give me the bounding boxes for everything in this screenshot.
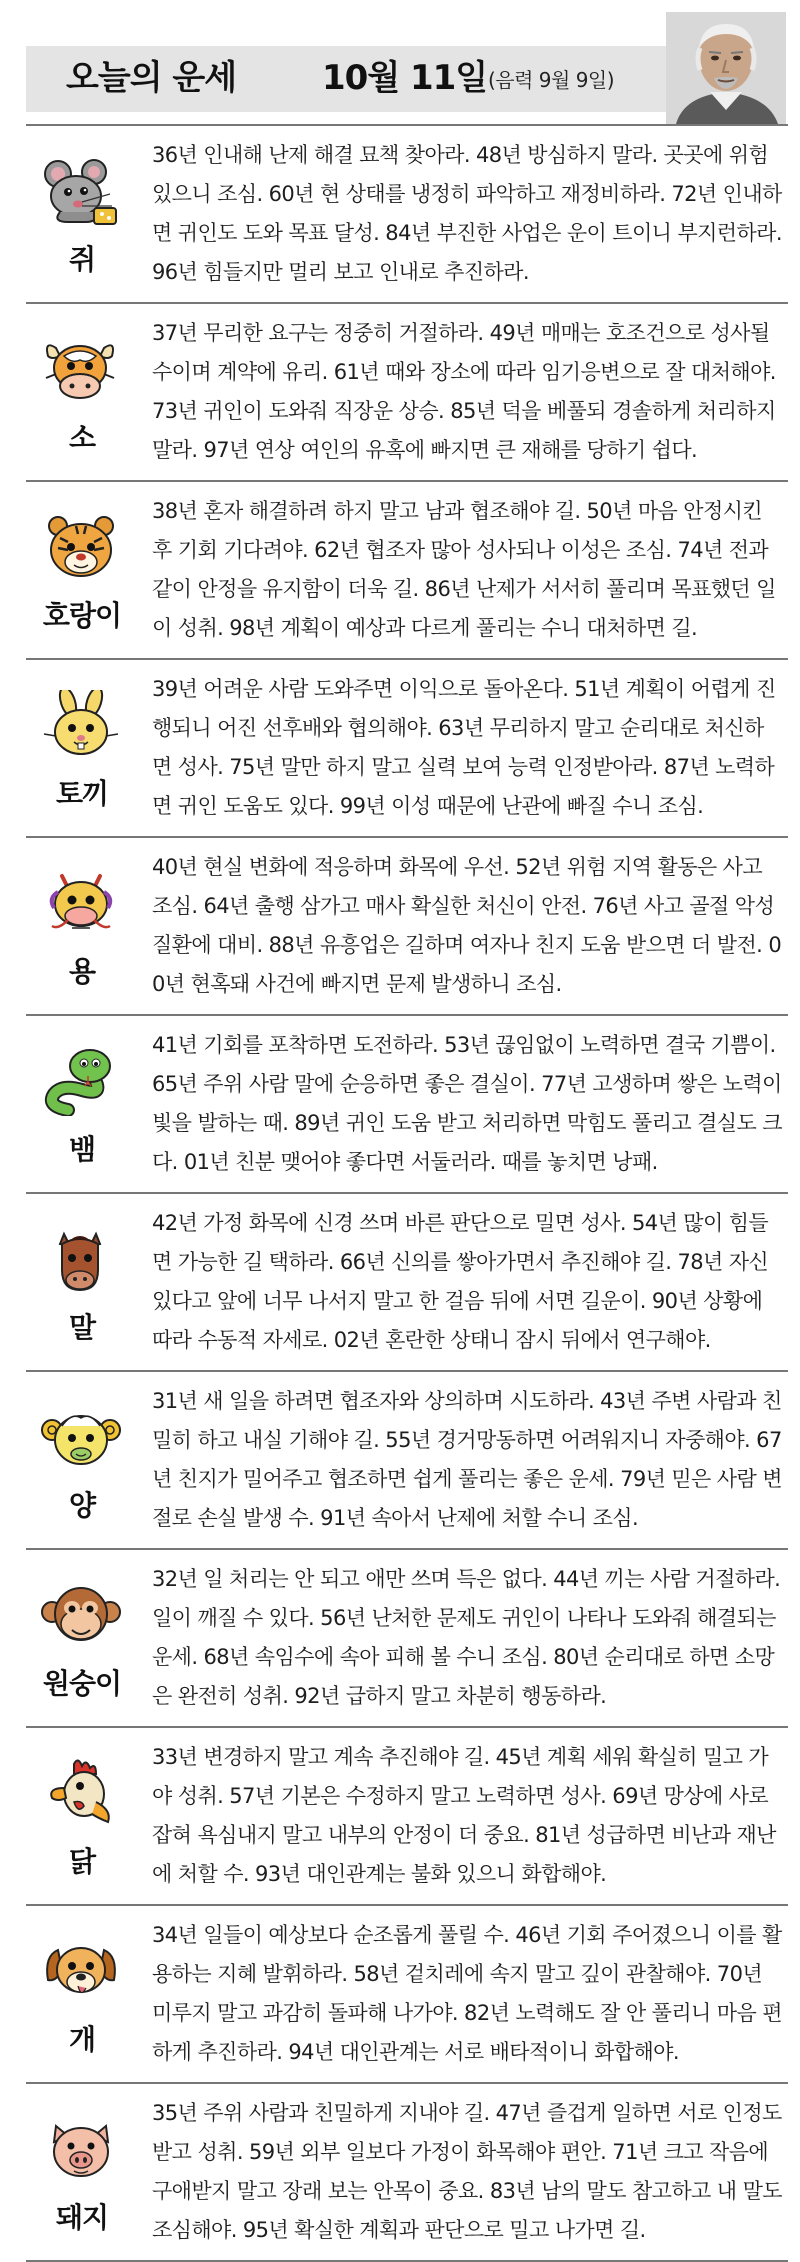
fortune-row-rat <box>26 126 788 304</box>
page-title: 오늘의 운세 <box>66 58 237 98</box>
fortune-row-sheep <box>26 1372 788 1550</box>
fortune-text: 31년 새 일을 하려면 협조자와 상의하며 시도하라. 43년 주변 사람과 친밀히 하고 내실 기해야 길. 55년 경거망동하면 어려워지니 자중해야. 67년 친지가 밀어주고 협조하면 쉽게 풀리는 좋은 운세. 79년 믿은 사람 변절로 손실 발생 수. 91년 속아서 난제에 처할 수니 조심. <box>152 1389 782 1530</box>
zodiac-sign-label: 원숭이 <box>42 1667 122 1700</box>
zodiac-sign-label: 말 <box>68 1311 96 1344</box>
horoscope-page <box>26 12 788 2262</box>
zodiac-sign-label: 돼지 <box>55 2201 109 2234</box>
fortune-text: 33년 변경하지 말고 계속 추진해야 길. 45년 계획 세워 확실히 밀고 가야 성취. 57년 기본은 수정하지 말고 노력하면 성사. 69년 망상에 사로잡혀 욕심내지 말고 내부의 안정이 더 중요. 81년 성급하면 비난과 재난에 처할 수. 93년 대인관계는 불화 있으니 화합해야. <box>152 1745 776 1886</box>
zodiac-sign-label: 개 <box>68 2023 96 2056</box>
monkey-icon <box>38 1580 124 1650</box>
zodiac-sign-label: 토끼 <box>55 777 109 810</box>
fortune-text: 41년 기회를 포착하면 도전하라. 53년 끊임없이 노력하면 결국 기쁨이. 65년 주위 사람 말에 순응하면 좋은 결실이. 77년 고생하며 쌓은 노력이 빛을 발하는 때. 89년 귀인 도움 받고 처리하면 막힘도 풀리고 결실도 크다. 01년 친분 맺어야 좋다면 서둘러라. 때를 놓치면 낭패. <box>152 1033 782 1174</box>
fortune-text: 36년 인내해 난제 해결 묘책 찾아라. 48년 방심하지 말라. 곳곳에 위험 있으니 조심. 60년 현 상태를 냉정히 파악하고 재정비하라. 72년 인내하면 귀인도 도와 목표 달성. 84년 부진한 사업은 운이 트이니 부지런하라. 96년 힘들지만 멀리 보고 인내로 추진하라. <box>152 143 782 284</box>
fortune-row-dragon <box>26 838 788 1016</box>
fortune-text: 35년 주위 사람과 친밀하게 지내야 길. 47년 즐겁게 일하면 서로 인정도 받고 성취. 59년 외부 일보다 가정이 화목해야 편안. 71년 크고 작음에 구애받지 말고 장래 보는 안목이 중요. 83년 남의 말도 참고하고 내 말도 조심해야. 95년 확실한 계획과 판단으로 밀고 나가면 길. <box>152 2101 782 2242</box>
fortune-row-ox <box>26 304 788 482</box>
fortune-row-snake <box>26 1016 788 1194</box>
fortune-text: 39년 어려운 사람 도와주면 이익으로 돌아온다. 51년 계획이 어렵게 진행되니 어진 선후배와 협의해야. 63년 무리하지 말고 순리대로 처신하면 성사. 75년 말만 하지 말고 실력 보여 능력 인정받아라. 87년 노력하면 귀인 도움도 있다. 99년 이성 때문에 난관에 빠질 수니 조심. <box>152 677 776 818</box>
rat-icon <box>38 156 124 226</box>
pig-icon <box>38 2114 124 2184</box>
zodiac-sign-label: 용 <box>68 955 96 988</box>
zodiac-sign-label: 양 <box>68 1489 96 1522</box>
fortune-row-tiger <box>26 482 788 660</box>
fortune-row-pig <box>26 2084 788 2262</box>
tiger-icon <box>38 512 124 582</box>
fortune-text: 32년 일 처리는 안 되고 애만 쓰며 득은 없다. 44년 끼는 사람 거절하라. 일이 깨질 수 있다. 56년 난처한 문제도 귀인이 나타나 도와줘 해결되는 운세. 68년 속임수에 속아 피해 볼 수니 조심. 80년 순리대로 하면 소망은 완전히 성취. 92년 급하지 말고 차분히 행동하라. <box>152 1567 781 1708</box>
fortune-text: 40년 현실 변화에 적응하며 화목에 우선. 52년 위험 지역 활동은 사고 조심. 64년 출행 삼가고 매사 확실한 처신이 안전. 76년 사고 골절 악성질환에 대비. 88년 유흥업은 길하며 여자나 친지 도움 받으면 더 발전. 00년 현혹돼 사건에 빠지면 문제 발생하니 조심. <box>152 855 782 996</box>
snake-icon <box>38 1046 124 1116</box>
ox-icon <box>38 334 124 404</box>
date-label: 10월 11일 <box>322 58 488 98</box>
zodiac-sign-label: 쥐 <box>68 243 96 276</box>
dog-icon <box>38 1936 124 2006</box>
rabbit-icon <box>38 690 124 760</box>
fortune-text: 38년 혼자 해결하려 하지 말고 남과 협조해야 길. 50년 마음 안정시킨 후 기회 기다려야. 62년 협조자 많아 성사되나 이성은 조심. 74년 전과 같이 안정을 유지함이 더욱 길. 86년 난제가 서서히 풀리며 목표했던 일이 성취. 98년 계획이 예상과 다르게 풀리는 수니 대처하면 길. <box>152 499 776 640</box>
fortune-row-rooster <box>26 1728 788 1906</box>
fortune-row-monkey <box>26 1550 788 1728</box>
fortune-row-rabbit <box>26 660 788 838</box>
fortune-text: 37년 무리한 요구는 정중히 거절하라. 49년 매매는 호조건으로 성사될 수이며 계약에 유리. 61년 때와 장소에 따라 임기응변으로 잘 대처해야. 73년 귀인이 도와줘 직장운 상승. 85년 덕을 베풀되 경솔하게 처리하지 말라. 97년 연상 여인의 유혹에 빠지면 큰 재해를 당하기 쉽다. <box>152 321 776 462</box>
fortune-row-horse <box>26 1194 788 1372</box>
dragon-icon <box>38 868 124 938</box>
sheep-icon <box>38 1402 124 1472</box>
fortune-text: 34년 일들이 예상보다 순조롭게 풀릴 수. 46년 기회 주어졌으니 이를 활용하는 지혜 발휘하라. 58년 겉치레에 속지 말고 깊이 관찰해야. 70년 미루지 말고 과감히 돌파해 나가야. 82년 노력해도 잘 안 풀리니 마음 편하게 추진하라. 94년 대인관계는 서로 배타적이니 화합해야. <box>152 1923 782 2064</box>
rooster-icon <box>38 1758 124 1828</box>
zodiac-sign-label: 소 <box>68 421 96 454</box>
fortune-text: 42년 가정 화목에 신경 쓰며 바른 판단으로 밀면 성사. 54년 많이 힘들면 가능한 길 택하라. 66년 신의를 쌓아가면서 추진해야 길. 78년 자신 있다고 앞에 너무 나서지 말고 한 걸음 뒤에 서면 길운이. 90년 상황에 따라 수동적 자세로. 02년 혼란한 상태니 잠시 뒤에서 연구해야. <box>152 1211 769 1352</box>
zodiac-sign-label: 호랑이 <box>42 599 122 632</box>
lunar-date-label: (음력 9월 9일) <box>488 68 615 92</box>
zodiac-sign-label: 뱀 <box>68 1133 96 1166</box>
horse-icon <box>38 1224 124 1294</box>
horoscope-header <box>26 12 788 126</box>
zodiac-sign-label: 닭 <box>68 1845 96 1878</box>
author-photo <box>666 12 786 124</box>
fortune-row-dog <box>26 1906 788 2084</box>
